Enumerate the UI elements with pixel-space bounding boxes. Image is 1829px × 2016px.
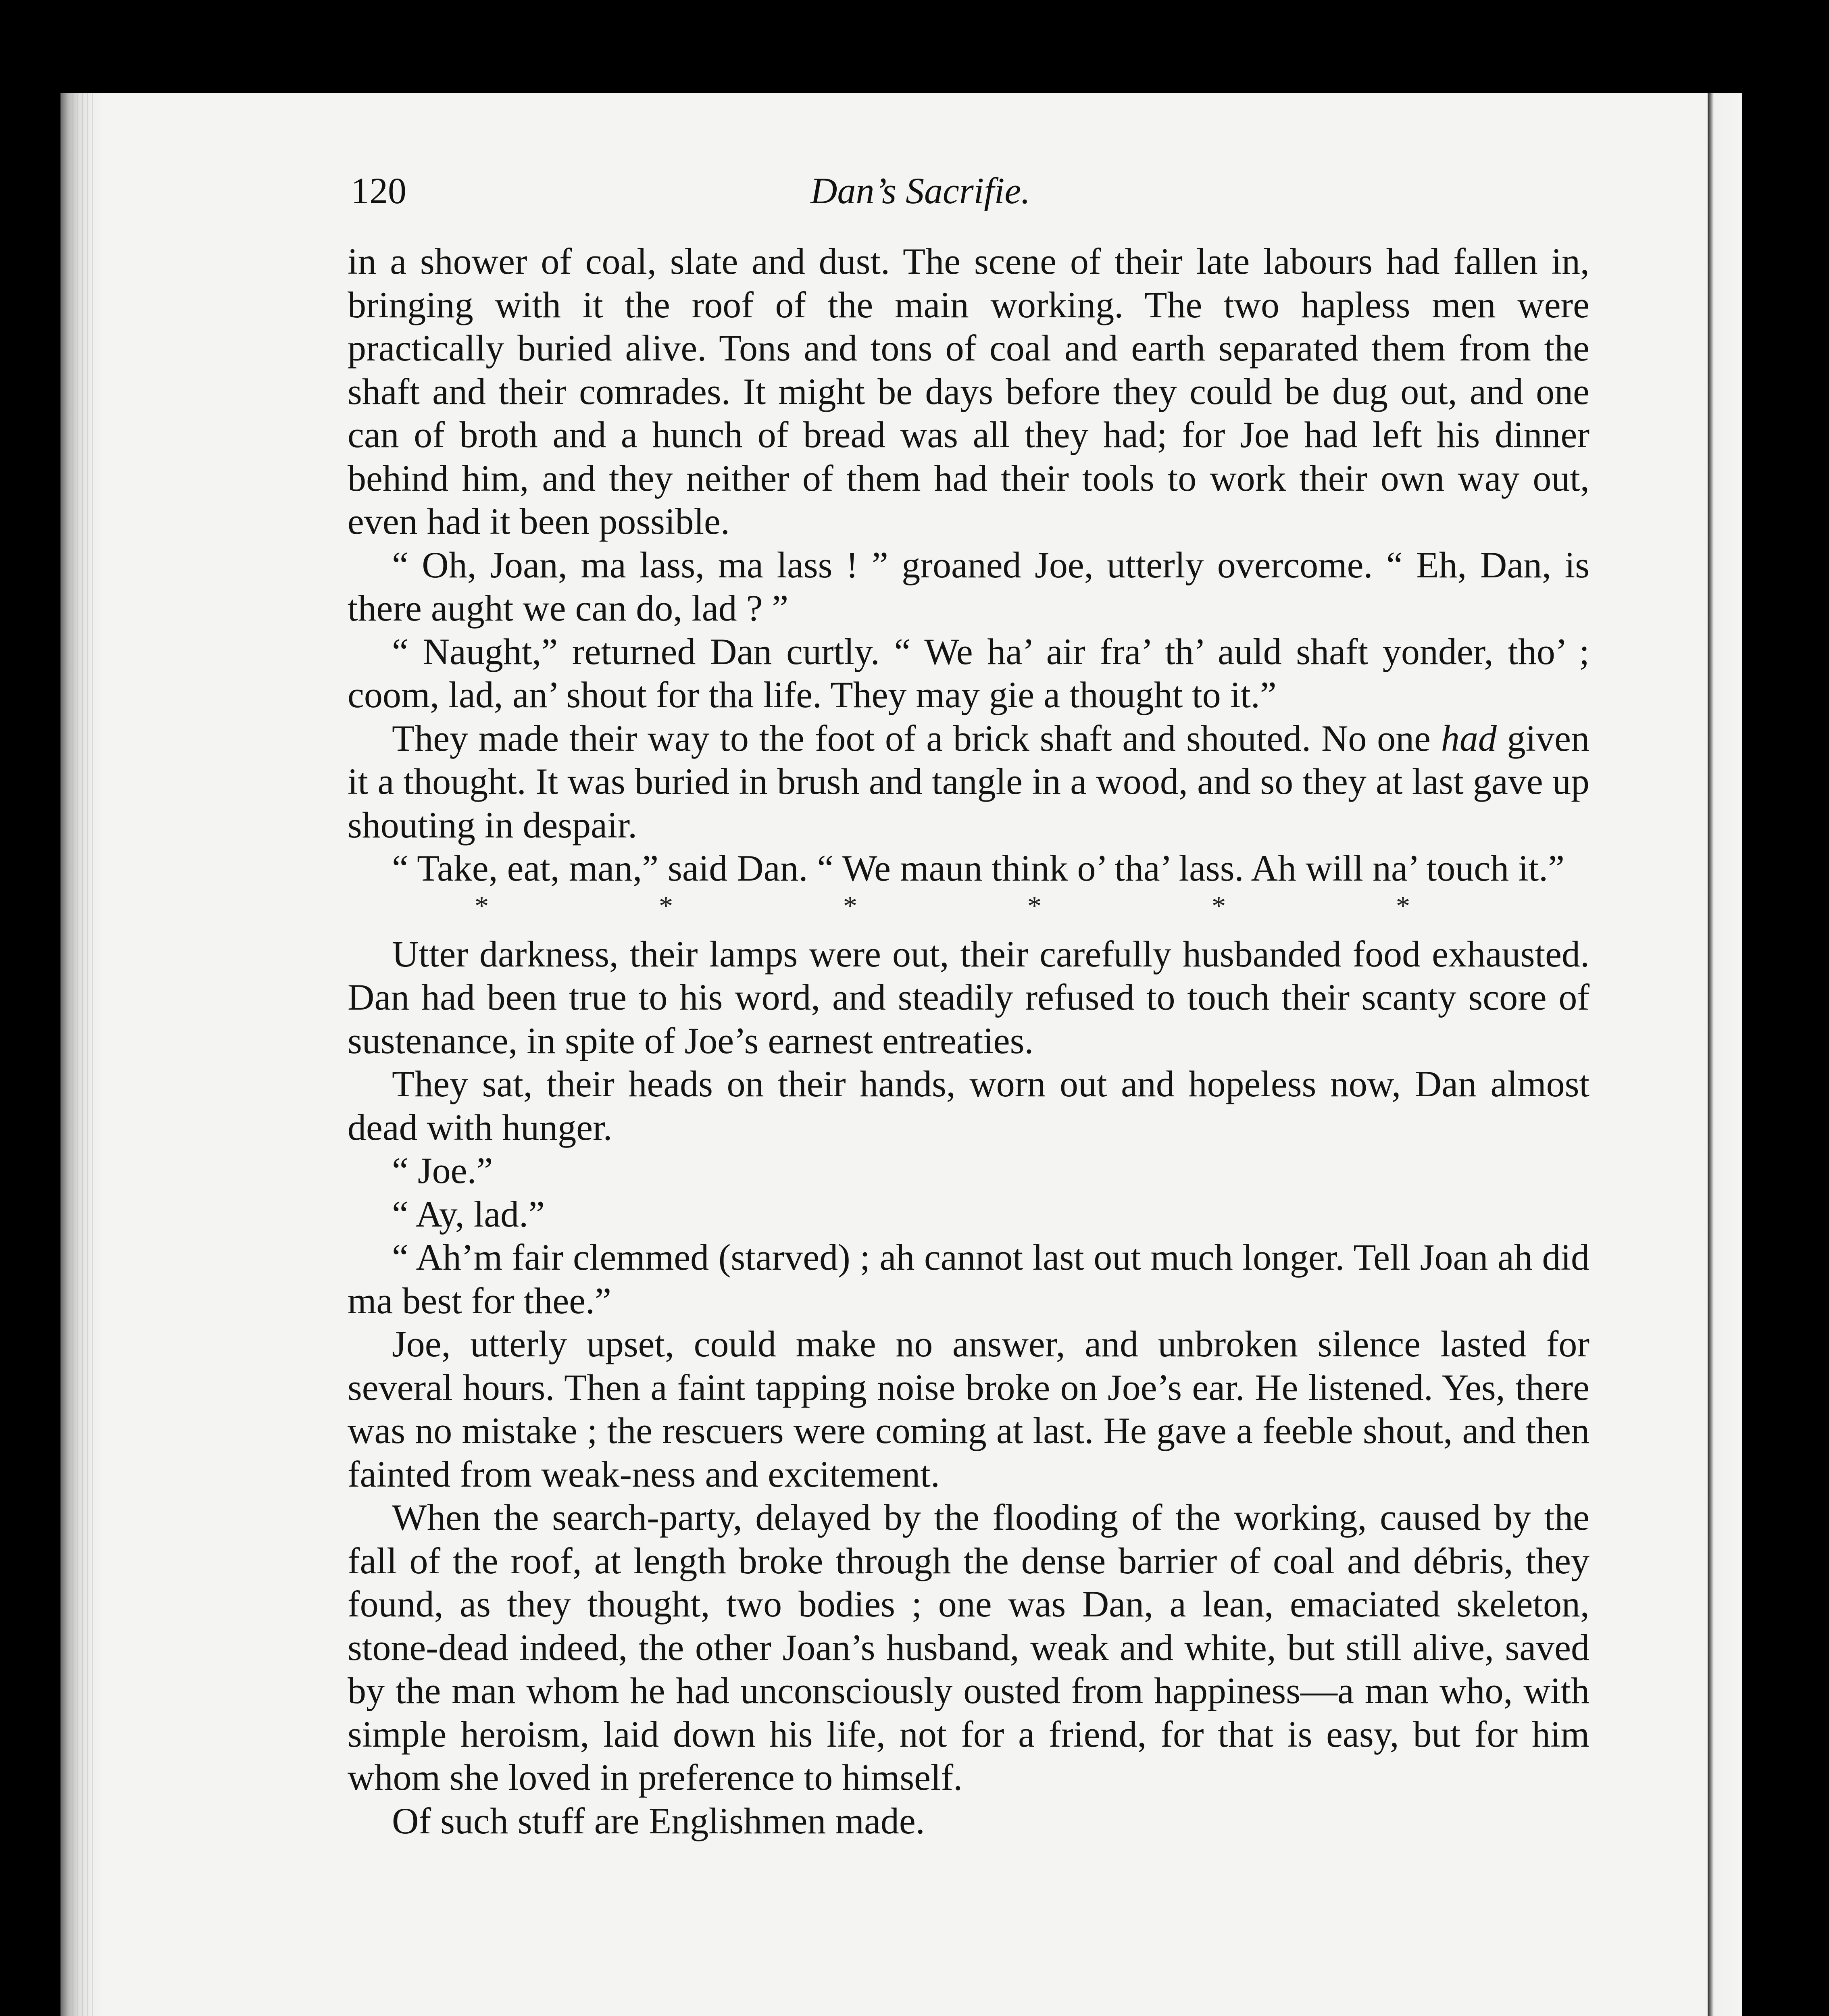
paragraph: Of such stuff are Englishmen made. <box>392 1800 925 1841</box>
paragraph: “ Joe.” <box>392 1150 493 1191</box>
paragraph: “ Ay, lad.” <box>392 1193 545 1235</box>
paragraph <box>348 717 1589 847</box>
asterisk: * <box>1396 890 1410 922</box>
paragraph: Utter darkness, their lamps were out, their carefully husbanded food exhausted. Dan had been true to his word, and steadily refused to touch their scanty score of sustenance, in spite of Joe’s earnest entreaties. <box>348 933 1589 1061</box>
asterisk: * <box>475 890 489 922</box>
asterisk: * <box>1027 890 1042 922</box>
body-text <box>348 240 1589 1843</box>
paragraph: “ Take, eat, man,” said Dan. “ We maun think o’ tha’ lass. Ah will na’ touch it.” <box>392 848 1565 889</box>
asterisk: * <box>659 890 673 922</box>
page-gutter <box>60 93 105 2016</box>
paragraph: “ Ah’m fair clemmed (starved) ; ah cannot last out much longer. Tell Joan ah did ma best for thee.” <box>348 1237 1589 1321</box>
page-number: 120 <box>351 170 406 211</box>
emphasis-text: had <box>1441 717 1497 759</box>
asterisk: * <box>843 890 857 922</box>
paragraph: Joe, utterly upset, could make no answer, and unbroken silence lasted for several hours. Then a faint tapping noise broke on Joe’s ear. He listened. Yes, there was no mistake ; the rescuers were coming at last. He gave a feeble shout, and then fainted from weak-ness and excitement. <box>348 1323 1589 1495</box>
paragraph: “ Oh, Joan, ma lass, ma lass ! ” groaned Joe, utterly overcome. “ Eh, Dan, is there aught we can do, lad ? ” <box>348 544 1589 629</box>
paragraph-text: They made their way to the foot of a brick shaft and shouted. No one <box>392 717 1441 759</box>
running-title: Dan’s Sacrifie. <box>810 170 1031 211</box>
section-break <box>475 891 1410 921</box>
paragraph: They sat, their heads on their hands, worn out and hopeless now, Dan almost dead with hunger. <box>348 1063 1589 1148</box>
page-header <box>351 169 1589 226</box>
paragraph-text: given it a thought. It was buried in brush and tangle in a wood, and so they at last gave up shouting in despair. <box>348 717 1589 846</box>
paragraph: in a shower of coal, slate and dust. The scene of their late labours had fallen in, bringing with it the roof of the main working. The two hapless men were practically buried alive. Tons and tons of coal and earth separated them from the shaft and their comrades. It might be days before they could be dug out, and one can of broth and a hunch of bread was all they had; for Joe had left his dinner behind him, and they neither of them had their tools to work their own way out, even had it been possible. <box>348 241 1589 542</box>
asterisk: * <box>1212 890 1226 922</box>
page-edge <box>1708 93 1742 2016</box>
gutter-shading <box>73 93 97 2016</box>
paragraph: “ Naught,” returned Dan curtly. “ We ha’ air fra’ th’ auld shaft yonder, tho’ ; coom, lad, an’ shout for tha life. They may gie a thought to it.” <box>348 631 1589 715</box>
paragraph: When the search-party, delayed by the flooding of the working, caused by the fall of the roof, at length broke through the dense barrier of coal and débris, they found, as they thought, two bodies ; one was Dan, a lean, emaciated skeleton, stone-dead indeed, the other Joan’s husband, weak and white, but still alive, saved by the man whom he had unconsciously ousted from happiness—a man who, with simple heroism, laid down his life, not for a friend, for that is easy, but for him whom she loved in preference to himself. <box>348 1497 1589 1798</box>
